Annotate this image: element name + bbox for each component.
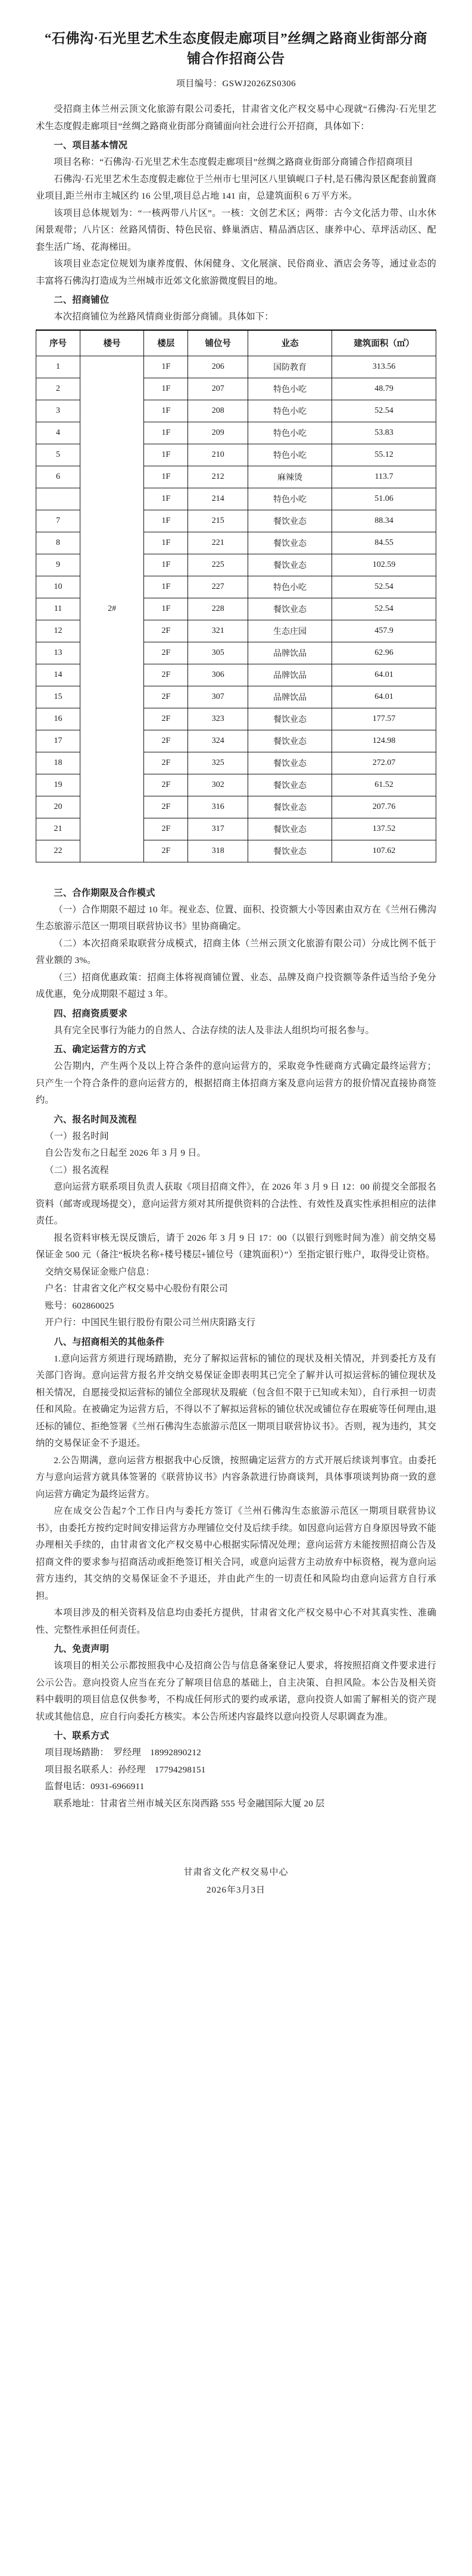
cell-slot: 318 (188, 840, 248, 862)
section-heading-1: 一、项目基本情况 (54, 140, 128, 150)
cell-index: 2 (36, 378, 80, 400)
cell-business: 餐饮业态 (248, 554, 332, 576)
cell-index: 7 (36, 510, 80, 532)
contact-registration: 项目报名联系人：孙经理 17794298151 (45, 1764, 206, 1775)
cell-floor: 1F (144, 378, 188, 400)
cell-slot: 325 (188, 752, 248, 774)
shop-listing-table (36, 330, 436, 862)
cell-business: 特色小吃 (248, 422, 332, 444)
section-3-paragraph-3: （三）招商优惠政策：招商主体将视商铺位置、业态、品牌及商户投资额等条件适当给予免分成优惠，免分成期限不超过 3 年。 (36, 972, 436, 999)
deposit-account-number: 账号：602860025 (45, 1300, 114, 1311)
page-title: “石佛沟·石光里艺术生态度假走廊项目”丝绸之路商业街部分商铺合作招商公告 (44, 31, 428, 66)
cell-business: 餐饮业态 (248, 598, 332, 620)
cell-slot: 227 (188, 576, 248, 598)
cell-business: 麻辣烫 (248, 466, 332, 488)
section-2-lead: 本次招商铺位为丝路风情商业街部分商铺。具体如下： (54, 312, 274, 322)
column-header-floor: 楼层 (144, 330, 188, 356)
cell-floor: 1F (144, 400, 188, 422)
cell-slot: 214 (188, 488, 248, 510)
cell-area: 113.7 (332, 466, 436, 488)
contact-site-survey: 项目现场踏勘： 罗经理 18992890212 (45, 1747, 201, 1758)
section-heading-8: 八、与招商相关的其他条件 (54, 1336, 165, 1347)
section-1-paragraph-1: 项目名称：“石佛沟·石光里艺术生态度假走廊项目”丝绸之路商业街部分商铺合作招商项目 (54, 157, 414, 167)
cell-slot: 306 (188, 664, 248, 686)
deposit-account-bank: 开户行：中国民生银行股份有限公司兰州庆阳路支行 (45, 1317, 256, 1328)
cell-index: 11 (36, 598, 80, 620)
section-6-registration-time: 自公告发布之日起至 2026 年 3 月 9 日。 (45, 1148, 206, 1158)
cell-area: 124.98 (332, 730, 436, 752)
cell-index: 9 (36, 554, 80, 576)
cell-business: 餐饮业态 (248, 752, 332, 774)
cell-index: 10 (36, 576, 80, 598)
cell-business: 餐饮业态 (248, 774, 332, 796)
table-body (36, 356, 436, 862)
contact-address: 联系地址：甘肃省兰州市城关区东岗西路 555 号金融国际大厦 20 层 (54, 1798, 325, 1809)
deposit-account-name: 户名：甘肃省文化产权交易中心股份有限公司 (45, 1284, 228, 1294)
cell-slot: 228 (188, 598, 248, 620)
cell-business: 餐饮业态 (248, 840, 332, 862)
cell-business: 特色小吃 (248, 400, 332, 422)
cell-index: 13 (36, 642, 80, 664)
section-8-paragraph-1: 1.意向运营方须进行现场踏勘，充分了解拟运营标的铺位的现状及相关情况，并到委托方及有关部门咨询。意向运营方报名并交纳交易保证金即表明其已完全了解并认可拟运营标的铺位现状及相关情况，自愿接受拟运营标的铺位全部现状及瑕疵（包含但不限于已知或未知），自行承担一切责任和风险。在被确定为运营方后，不得以不了解拟运营标的铺位状况或铺位存在瑕疵等任何理由,退还标的铺位、拒绝签署《兰州石佛沟生态旅游示范区一期项目联营协议书》。否则，视为违约，其交纳的交易保证金不予退还。 (36, 1353, 436, 1448)
cell-area: 53.83 (332, 422, 436, 444)
cell-floor: 2F (144, 774, 188, 796)
section-heading-6: 六、报名时间及流程 (54, 1113, 137, 1125)
cell-index: 15 (36, 686, 80, 708)
cell-floor: 2F (144, 752, 188, 774)
cell-area: 88.34 (332, 510, 436, 532)
cell-area: 137.52 (332, 818, 436, 840)
cell-floor: 2F (144, 730, 188, 752)
cell-floor: 1F (144, 466, 188, 488)
section-6-process-paragraph-1: 意向运营方联系项目负责人获取《项目招商文件》，在 2026 年 3 月 9 日 12：00 前提交全部报名资料（邮寄或现场提交），意向运营方须对其所提供资料的合法性、有效性及真实性承担相应的法律责任。 (36, 1182, 436, 1226)
section-8-paragraph-4: 本项目涉及的相关资料及信息均由委托方提供，甘肃省文化产权交易中心不对其真实性、准确性、完整性承担任何责任。 (36, 1608, 436, 1635)
cell-floor: 1F (144, 532, 188, 554)
cell-slot: 317 (188, 818, 248, 840)
cell-area: 84.55 (332, 532, 436, 554)
cell-slot: 307 (188, 686, 248, 708)
cell-business: 特色小吃 (248, 444, 332, 466)
cell-floor: 2F (144, 664, 188, 686)
cell-area: 102.59 (332, 554, 436, 576)
cell-business: 生态庄园 (248, 620, 332, 642)
section-8-paragraph-2: 2.公告期满，意向运营方根据我中心反馈，按照确定运营方的方式开展后续谈判事宜。由委托方与意向运营方就具体签署的《联营协议书》内容条款进行协商谈判，具体事项谈判协商一致的意向运营方确定为最终运营方。 (36, 1455, 436, 1499)
cell-area: 457.9 (332, 620, 436, 642)
cell-area: 64.01 (332, 664, 436, 686)
cell-area: 177.57 (332, 708, 436, 730)
intro-paragraph: 受招商主体兰州云顶文化旅游有限公司委托，甘肃省文化产权交易中心现就“石佛沟·石光里艺术生态度假走廊项目”丝绸之路商业街部分商铺面向社会进行公开招商，具体如下： (36, 104, 436, 131)
cell-index: 8 (36, 532, 80, 554)
cell-slot: 324 (188, 730, 248, 752)
cell-floor: 2F (144, 708, 188, 730)
cell-building: 2# (80, 356, 144, 862)
cell-slot: 302 (188, 774, 248, 796)
cell-slot: 316 (188, 796, 248, 818)
cell-area: 313.56 (332, 356, 436, 378)
section-3-paragraph-1: （一）合作期限不超过 10 年。视业态、位置、面积、投资额大小等因素由双方在《兰州石佛沟生态旅游示范区一期项目联营协议书》里协商确定。 (36, 904, 436, 931)
cell-slot: 212 (188, 466, 248, 488)
cell-index: 22 (36, 840, 80, 862)
cell-slot: 323 (188, 708, 248, 730)
cell-business: 特色小吃 (248, 576, 332, 598)
section-1-paragraph-2: 石佛沟·石光里艺术生态度假走廊位于兰州市七里河区八里镇岘口子村,是石佛沟景区配套前置商业项目,距兰州市主城区约 16 公里,项目总占地 141 亩，总建筑面积 6 万平方米。 (36, 174, 436, 201)
deposit-account-lead: 交纳交易保证金账户信息： (45, 1266, 155, 1277)
cell-floor: 1F (144, 488, 188, 510)
cell-slot: 206 (188, 356, 248, 378)
section-heading-9: 九、免责声明 (54, 1643, 110, 1654)
cell-index: 6 (36, 466, 80, 488)
cell-index: 12 (36, 620, 80, 642)
cell-index: 19 (36, 774, 80, 796)
column-header-business: 业态 (248, 330, 332, 356)
section-9-paragraph-1: 该项目的相关公示都按照我中心及招商公告与信息备案登记人要求，将按照招商文件要求进行公示公告。意向投资人应当在充分了解项目信息的基础上，自主决策、自担风险。本公告及相关资料中载明的项目信息仅供参考，不构成任何形式的要约或承诺，意向投资人如需了解相关的资产现状或其他信息，应自行向委托方核实。本公告所述内容最终以意向投资人尽职调查为准。 (36, 1661, 436, 1722)
cell-index (36, 488, 80, 510)
section-4-paragraph-1: 具有完全民事行为能力的自然人、合法存续的法人及非法人组织均可报名参与。 (54, 1025, 374, 1036)
cell-index: 4 (36, 422, 80, 444)
column-header-slot: 铺位号 (188, 330, 248, 356)
cell-business: 餐饮业态 (248, 510, 332, 532)
section-6-subheading-1: （一）报名时间 (45, 1131, 109, 1141)
signature-organization: 甘肃省文化产权交易中心 (183, 1868, 289, 1877)
column-header-building: 楼号 (80, 330, 144, 356)
cell-floor: 2F (144, 620, 188, 642)
cell-slot: 209 (188, 422, 248, 444)
cell-business: 特色小吃 (248, 488, 332, 510)
cell-area: 52.54 (332, 400, 436, 422)
project-code: 项目编号：GSWJ2026ZS0306 (176, 79, 296, 89)
cell-index: 21 (36, 818, 80, 840)
cell-index: 3 (36, 400, 80, 422)
column-header-area: 建筑面积（㎡） (332, 330, 436, 356)
cell-slot: 208 (188, 400, 248, 422)
cell-area: 62.96 (332, 642, 436, 664)
cell-area: 51.06 (332, 488, 436, 510)
cell-slot: 207 (188, 378, 248, 400)
cell-floor: 2F (144, 818, 188, 840)
contact-supervision-phone: 监督电话：0931-6966911 (45, 1781, 145, 1791)
section-6-process-paragraph-2: 报名资料审核无误反馈后，请于 2026 年 3 月 9 日 17：00（以银行到账时间为准）前交纳交易保证金 500 元（备注“板块名称+楼号楼层+铺位号（建筑面积）”）至指定银行账户，取得受让资格。 (36, 1232, 436, 1260)
cell-area: 48.79 (332, 378, 436, 400)
cell-floor: 2F (144, 642, 188, 664)
cell-business: 国防教育 (248, 356, 332, 378)
cell-slot: 305 (188, 642, 248, 664)
cell-slot: 215 (188, 510, 248, 532)
cell-floor: 1F (144, 356, 188, 378)
cell-area: 272.07 (332, 752, 436, 774)
cell-area: 207.76 (332, 796, 436, 818)
section-heading-4: 四、招商资质要求 (54, 1008, 128, 1019)
cell-index: 14 (36, 664, 80, 686)
cell-business: 餐饮业态 (248, 532, 332, 554)
section-heading-2: 二、招商铺位 (54, 294, 110, 305)
table-row (36, 356, 436, 378)
cell-floor: 1F (144, 598, 188, 620)
cell-floor: 2F (144, 840, 188, 862)
cell-index: 1 (36, 356, 80, 378)
cell-index: 17 (36, 730, 80, 752)
cell-index: 20 (36, 796, 80, 818)
section-1-paragraph-3: 该项目总体规划为：“一核两带八片区”。一核：文创艺术区；两带：古今文化活力带、山水休闲景观带；八片区：丝路风情街、特色民宿、蜂巢酒店、精品酒店区、康养中心、草坪活动区、配套生活广场、花海梯田。 (36, 208, 436, 252)
cell-index: 5 (36, 444, 80, 466)
cell-business: 品牌饮品 (248, 642, 332, 664)
cell-slot: 225 (188, 554, 248, 576)
column-header-index: 序号 (36, 330, 80, 356)
cell-business: 餐饮业态 (248, 818, 332, 840)
cell-index: 16 (36, 708, 80, 730)
cell-slot: 210 (188, 444, 248, 466)
cell-index: 18 (36, 752, 80, 774)
cell-floor: 1F (144, 510, 188, 532)
cell-area: 64.01 (332, 686, 436, 708)
cell-floor: 1F (144, 422, 188, 444)
section-heading-5: 五、确定运营方的方式 (54, 1044, 146, 1055)
section-3-paragraph-2: （二）本次招商采取联营分成模式，招商主体（兰州云顶文化旅游有限公司）分成比例不低于营业额的 3%。 (36, 938, 436, 965)
cell-business: 品牌饮品 (248, 686, 332, 708)
section-heading-10: 十、联系方式 (54, 1730, 110, 1741)
cell-floor: 1F (144, 554, 188, 576)
cell-business: 特色小吃 (248, 378, 332, 400)
cell-floor: 2F (144, 686, 188, 708)
section-6-subheading-2: （二）报名流程 (45, 1165, 109, 1175)
section-1-paragraph-4: 该项目业态定位规划为康养度假、休闲健身、文化展演、民俗商业、酒店会务等，通过业态的丰富将石佛沟打造成为兰州城市近郊文化旅游微度假目的地。 (36, 259, 436, 286)
cell-business: 品牌饮品 (248, 664, 332, 686)
cell-floor: 2F (144, 796, 188, 818)
section-8-paragraph-3: 应在成交公告起7个工作日内与委托方签订《兰州石佛沟生态旅游示范区一期项目联营协议书》，由委托方按约定时间安排运营方办理铺位交付及后续手续。如因意向运营方自身原因导致不能办理相关手续的，由甘肃省文化产权交易中心根据实际情况处理；意向运营方未能按照招商公告及招商文件的要求参与招商活动或拒绝签订相关合同，或意向运营方主动放弃中标资格，视为意向运营方违约，其交纳的交易保证金不予退还，并由此产生的一切责任和风险均由意向运营方自行承担。 (36, 1506, 436, 1601)
cell-business: 餐饮业态 (248, 708, 332, 730)
signature-date: 2026年3月3日 (206, 1885, 265, 1895)
cell-floor: 1F (144, 444, 188, 466)
cell-area: 52.54 (332, 598, 436, 620)
cell-slot: 221 (188, 532, 248, 554)
cell-business: 餐饮业态 (248, 796, 332, 818)
cell-floor: 1F (144, 576, 188, 598)
section-5-paragraph-1: 公告期内，产生两个及以上符合条件的意向运营方的，采取竞争性磋商方式确定最终运营方；只产生一个符合条件的意向运营方的，根据招商主体招商方案及意向运营方的报价情况直接协商签约。 (36, 1061, 436, 1105)
cell-area: 55.12 (332, 444, 436, 466)
table-header-row (36, 330, 436, 356)
cell-area: 61.52 (332, 774, 436, 796)
cell-area: 52.54 (332, 576, 436, 598)
section-heading-3: 三、合作期限及合作模式 (54, 887, 155, 898)
cell-slot: 321 (188, 620, 248, 642)
cell-business: 餐饮业态 (248, 730, 332, 752)
cell-area: 107.62 (332, 840, 436, 862)
